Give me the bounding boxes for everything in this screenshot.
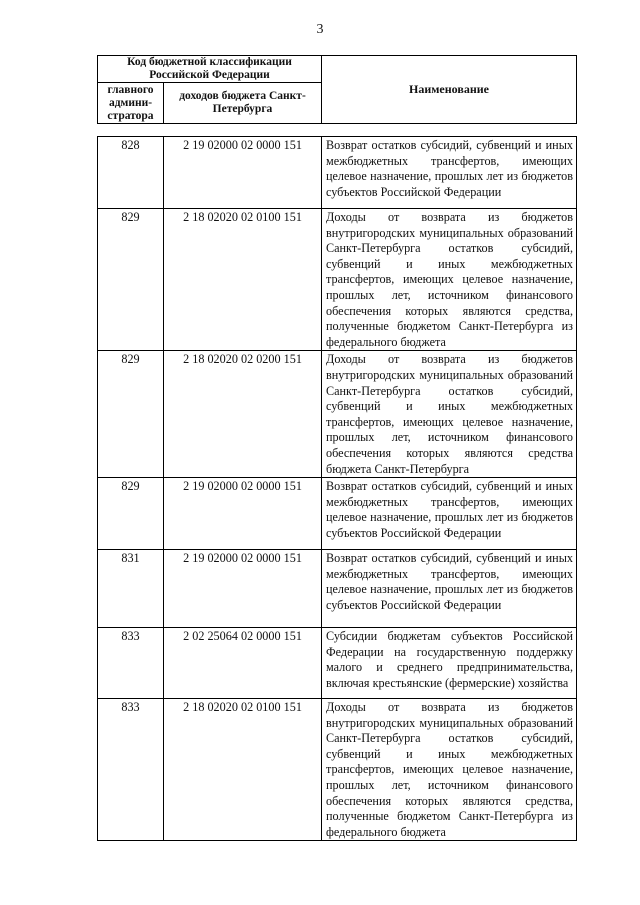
name-cell: Субсидии бюджетам субъектов Российской Федерации на государственную поддержку малого и среднего предпринимательства, включая крестьянские (фермерские) хозяйства bbox=[322, 628, 577, 699]
name-cell: Доходы от возврата из бюджетов внутригородских муниципальных образований Санкт-Петербурга остатков субсидий, субвенций и иных межбюджетных трансфертов, имеющих целевое назначение, прошлых лет, источником финансового обеспечения которых являются средства, полученные бюджетом Санкт-Петербурга из федерального бюджета bbox=[322, 209, 577, 351]
income-code-cell: 2 19 02000 02 0000 151 bbox=[164, 550, 322, 628]
budget-codes-table bbox=[97, 136, 577, 841]
name-header: Наименование bbox=[322, 56, 577, 124]
admin-code-cell: 829 bbox=[98, 351, 164, 478]
name-cell: Возврат остатков субсидий, субвенций и иных межбюджетных трансфертов, имеющих целевое назначение, прошлых лет из бюджетов субъектов Российской Федерации bbox=[322, 550, 577, 628]
name-cell: Возврат остатков субсидий, субвенций и иных межбюджетных трансфертов, имеющих целевое назначение, прошлых лет из бюджетов субъектов Российской Федерации bbox=[322, 137, 577, 209]
table-row bbox=[98, 550, 577, 628]
table-row bbox=[98, 137, 577, 209]
admin-code-cell: 833 bbox=[98, 628, 164, 699]
income-code-cell: 2 18 02020 02 0200 151 bbox=[164, 351, 322, 478]
admin-code-cell: 829 bbox=[98, 209, 164, 351]
income-code-cell: 2 18 02020 02 0100 151 bbox=[164, 699, 322, 841]
table-row bbox=[98, 209, 577, 351]
income-column-header: доходов бюджета Санкт-Петербурга bbox=[164, 83, 322, 124]
header-table bbox=[97, 55, 577, 124]
name-cell: Доходы от возврата из бюджетов внутригородских муниципальных образований Санкт-Петербурга остатков субсидий, субвенций и иных межбюджетных трансфертов, имеющих целевое назначение, прошлых лет, источником финансового обеспечения которых являются средства бюджета Санкт-Петербурга bbox=[322, 351, 577, 478]
table-row bbox=[98, 628, 577, 699]
name-cell: Возврат остатков субсидий, субвенций и иных межбюджетных трансфертов, имеющих целевое назначение, прошлых лет из бюджетов субъектов Российской Федерации bbox=[322, 478, 577, 550]
income-code-cell: 2 02 25064 02 0000 151 bbox=[164, 628, 322, 699]
admin-column-header: главного админи-стратора bbox=[98, 83, 164, 124]
admin-code-cell: 831 bbox=[98, 550, 164, 628]
page-number: 3 bbox=[316, 22, 324, 37]
classification-code-header: Код бюджетной классификации Российской Федерации bbox=[98, 56, 322, 83]
table-row bbox=[98, 699, 577, 841]
income-code-cell: 2 19 02000 02 0000 151 bbox=[164, 478, 322, 550]
name-cell: Доходы от возврата из бюджетов внутригородских муниципальных образований Санкт-Петербурга остатков субсидий, субвенций и иных межбюджетных трансфертов, имеющих целевое назначение, прошлых лет, источником финансового обеспечения которых являются средства, полученные бюджетом Санкт-Петербурга из федерального бюджета bbox=[322, 699, 577, 841]
income-code-cell: 2 18 02020 02 0100 151 bbox=[164, 209, 322, 351]
income-code-cell: 2 19 02000 02 0000 151 bbox=[164, 137, 322, 209]
admin-code-cell: 833 bbox=[98, 699, 164, 841]
table-row bbox=[98, 351, 577, 478]
admin-code-cell: 829 bbox=[98, 478, 164, 550]
table-body bbox=[98, 137, 577, 841]
table-row bbox=[98, 478, 577, 550]
admin-code-cell: 828 bbox=[98, 137, 164, 209]
